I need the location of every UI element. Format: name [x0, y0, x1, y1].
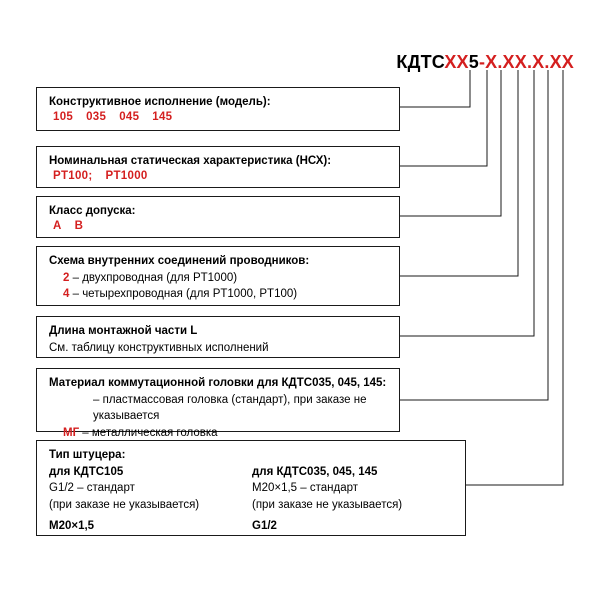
head-row-plastic — [49, 392, 389, 425]
head-text-metal: – металлическая головка — [79, 426, 218, 439]
tolerance-value-b: В — [74, 219, 84, 232]
box-fitting — [36, 440, 466, 536]
box-wiring — [36, 246, 400, 306]
nsh-value-pt1000: PT1000 — [105, 169, 148, 182]
box-length-note: См. таблицу конструктивных исполнений — [49, 341, 269, 354]
code-prefix: КДТС — [396, 52, 445, 72]
box-wiring-title: Схема внутренних соединений проводников: — [49, 255, 310, 267]
box-nsh-values — [49, 170, 389, 182]
box-tolerance-values — [49, 220, 389, 232]
fitting-left-line-2: (при заказе не указывается) — [49, 498, 200, 511]
box-nsh-title: Номинальная статическая характеристика (НСХ): — [49, 155, 332, 167]
box-nsh — [36, 146, 400, 188]
tolerance-value-a: А — [53, 219, 62, 232]
wiring-key-2: 2 — [63, 271, 70, 284]
fitting-columns — [49, 464, 455, 535]
box-length — [36, 316, 400, 358]
model-value-105: 105 — [53, 110, 74, 123]
box-model — [36, 87, 400, 131]
head-text-plastic: – пластмассовая головка (стандарт), при заказе не указывается — [93, 393, 367, 423]
box-tolerance — [36, 196, 400, 238]
box-model-title: Конструктивное исполнение (модель): — [49, 96, 271, 108]
box-head-material-title: Материал коммутационной головки для КДТС035, 045, 145: — [49, 377, 387, 389]
fitting-column-right — [252, 464, 455, 535]
wiring-row-2 — [49, 270, 389, 287]
fitting-column-left — [49, 464, 252, 535]
model-value-145: 145 — [152, 110, 173, 123]
fitting-right-heading: для КДТС035, 045, 145 — [252, 465, 378, 478]
fitting-right-line-2: (при заказе не указывается) — [252, 498, 403, 511]
head-key-mg: МГ — [63, 426, 80, 439]
box-tolerance-title: Класс допуска: — [49, 205, 136, 217]
nsh-value-pt100: PT100; — [53, 169, 93, 182]
model-value-035: 035 — [86, 110, 107, 123]
code-segment-model: ХХ — [444, 52, 469, 72]
wiring-text-2: – двухпроводная (для PT1000) — [69, 271, 238, 284]
box-fitting-title: Тип штуцера: — [49, 449, 126, 461]
fitting-left-line-1: G1/2 – стандарт — [49, 482, 135, 495]
fitting-left-value: M20×1,5 — [49, 519, 95, 532]
fitting-left-heading: для КДТС105 — [49, 465, 124, 478]
box-model-values — [49, 111, 389, 123]
model-value-045: 045 — [119, 110, 140, 123]
code-segment-series: 5 — [468, 52, 479, 72]
fitting-right-line-1: M20×1,5 – стандарт — [252, 482, 359, 495]
code-segment-options: -Х.ХХ.Х.ХХ — [478, 52, 574, 72]
wiring-row-4 — [49, 286, 389, 303]
product-code-line — [396, 52, 574, 73]
box-head-material — [36, 368, 400, 439]
box-length-title: Длина монтажной части L — [49, 325, 198, 337]
wiring-key-4: 4 — [63, 288, 70, 301]
fitting-right-value: G1/2 — [252, 519, 277, 532]
wiring-text-4: – четырехпроводная (для PT1000, PT100) — [69, 288, 298, 301]
